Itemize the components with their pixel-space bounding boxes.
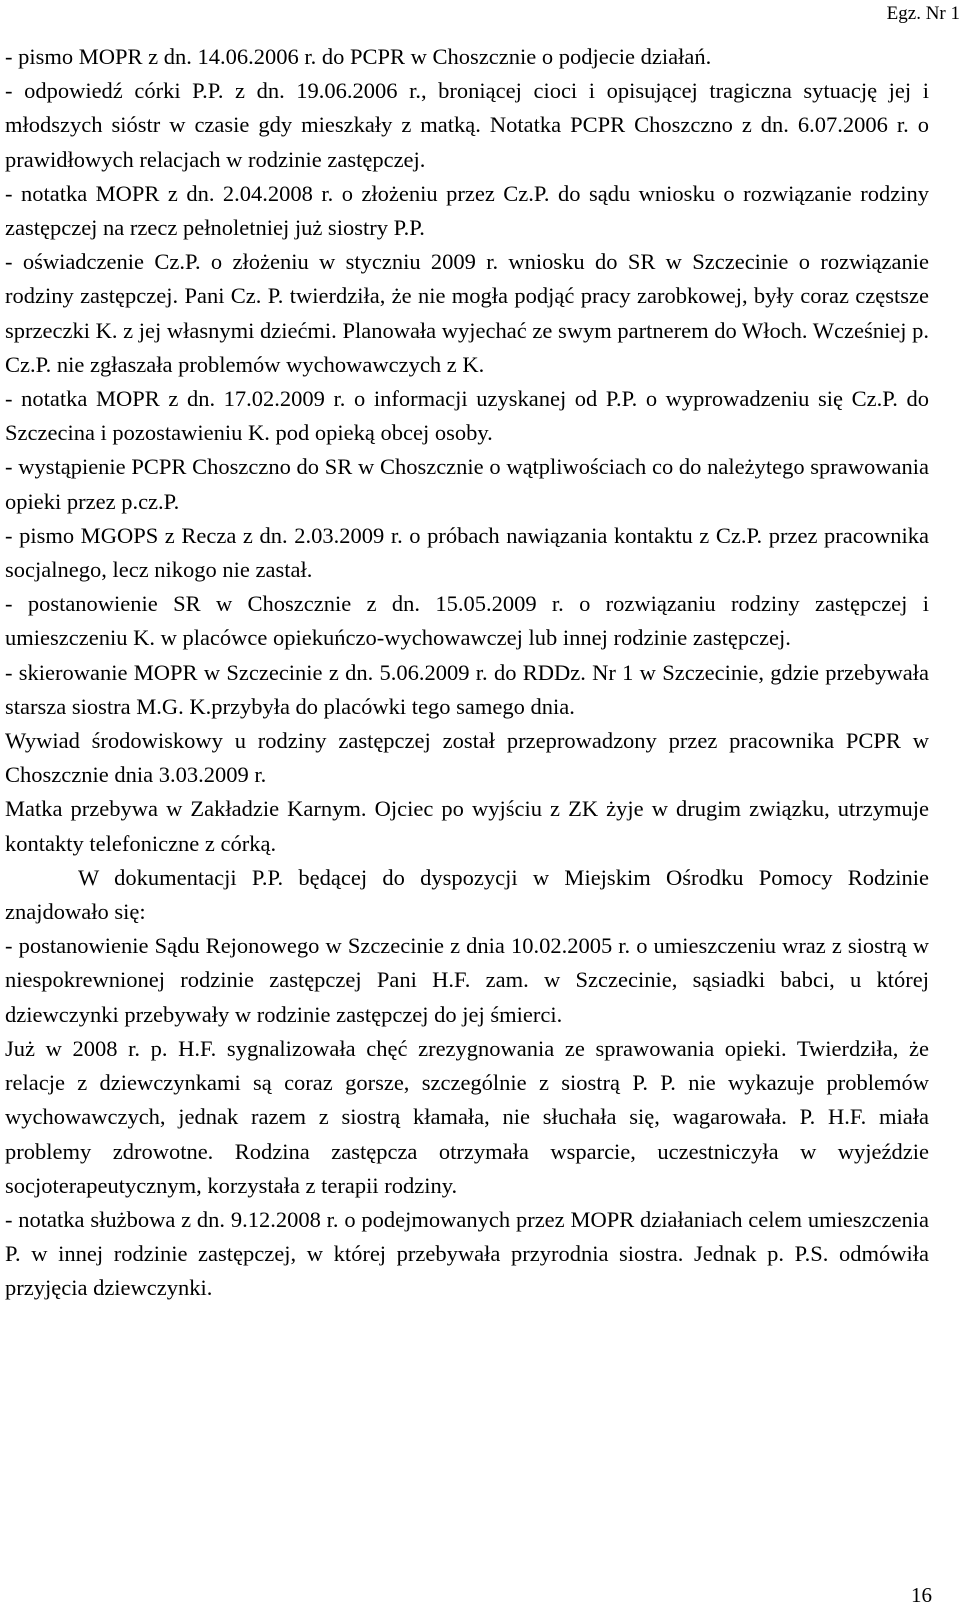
paragraph: - pismo MGOPS z Recza z dn. 2.03.2009 r. o próbach nawiązania kontaktu z Cz.P. przez pracownika socjalnego, lecz nikogo nie zastał. [5, 522, 929, 583]
paragraph: - odpowiedź córki P.P. z dn. 19.06.2006 r., broniącej cioci i opisującej tragiczna sytuację jej i młodszych sióstr w czasie gdy mieszkały z matką. Notatka PCPR Choszczno z dn. 6.07.2006 r. o prawidłowych relacjach w rodzinie zastępczej. [5, 78, 929, 172]
paragraph: Już w 2008 r. p. H.F. sygnalizowała chęć zrezygnowania ze sprawowania opieki. Twierdziła, że relacje z dziewczynkami są coraz gorsze, szczególnie z siostrą P. P. nie wykazuje problemów wychowawczych, jednak razem z siostrą kłamała, nie słuchała się, wagarowała. P. H.F. miała problemy zdrowotne. Rodzina zastępcza otrzymała wsparcie, uczestniczyła w wyjeździe socjoterapeutycznym, korzystała z terapii rodziny. [5, 1035, 929, 1198]
paragraph: - pismo MOPR z dn. 14.06.2006 r. do PCPR w Choszcznie o podjecie działań. [5, 44, 712, 69]
copy-number: Egz. Nr 1 [886, 3, 960, 24]
paragraph: - notatka służbowa z dn. 9.12.2008 r. o podejmowanych przez MOPR działaniach celem umieszczenia P. w innej rodzinie zastępczej, w której przebywała przyrodnia siostra. Jednak p. P.S. odmówiła przyjęcia dziewczynki. [5, 1206, 929, 1301]
paragraph: Wywiad środowiskowy u rodziny zastępczej został przeprowadzony przez pracownika PCPR w Choszcznie dnia 3.03.2009 r. [5, 728, 929, 788]
paragraph: - wystąpienie PCPR Choszczno do SR w Choszcznie o wątpliwościach co do należytego sprawowania opieki przez p.cz.P. [5, 454, 929, 514]
paragraph: - postanowienie SR w Choszcznie z dn. 15.05.2009 r. o rozwiązaniu rodziny zastępczej i umieszczeniu K. w placówce opiekuńczo-wychowawczej lub innej rodzinie zastępczej. [5, 591, 929, 651]
paragraph: - notatka MOPR z dn. 2.04.2008 r. o złożeniu przez Cz.P. do sądu wniosku o rozwiązanie rodziny zastępczej na rzecz pełnoletniej już siostry P.P. [5, 180, 929, 241]
paragraph: - postanowienie Sądu Rejonowego w Szczecinie z dnia 10.02.2005 r. o umieszczeniu wraz z siostrą w niespokrewnionej rodzinie zastępczej Pani H.F. zam. w Szczecinie, sąsiadki babci, u której dziewczynki przebywały w rodzinie zastępczej do jej śmierci. [5, 933, 929, 1027]
paragraph: - oświadczenie Cz.P. o złożeniu w styczniu 2009 r. wniosku do SR w Szczecinie o rozwiązanie rodziny zastępczej. Pani Cz. P. twierdziła, że nie mogła podjąć pracy zarobkowej, były coraz częstsze sprzeczki K. z jej własnymi dziećmi. Planowała wyjechać ze swym partnerem do Włoch. Wcześniej p. Cz.P. nie zgłaszała problemów wychowawczych z K. [5, 249, 929, 377]
page-number: 16 [911, 1583, 932, 1607]
paragraph: - notatka MOPR z dn. 17.02.2009 r. o informacji uzyskanej od P.P. o wyprowadzeniu się Cz.P. do Szczecina i pozostawieniu K. pod opieką obcej osoby. [5, 386, 929, 446]
paragraph: - skierowanie MOPR w Szczecinie z dn. 5.06.2009 r. do RDDz. Nr 1 w Szczecinie, gdzie przebywała starsza siostra M.G. K.przybyła do placówki tego samego dnia. [5, 659, 929, 719]
paragraph: Matka przebywa w Zakładzie Karnym. Ojciec po wyjściu z ZK żyje w drugim związku, utrzymuje kontakty telefoniczne z córką. [5, 796, 929, 856]
document-body [5, 40, 929, 1306]
paragraph: W dokumentacji P.P. będącej do dyspozycji w Miejskim Ośrodku Pomocy Rodzinie znajdowało się: [5, 864, 929, 925]
